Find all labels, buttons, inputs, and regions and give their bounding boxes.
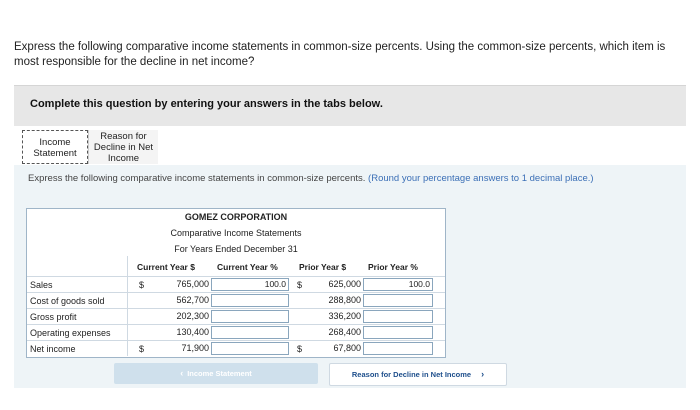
panel-instruction (28, 173, 668, 184)
dollar-sign: $ (297, 280, 303, 290)
column-header: Current Year % (217, 262, 278, 272)
tab-label: Income Statement (33, 137, 77, 159)
prior-year-amount: 336,200 (328, 311, 361, 321)
tab-panel (14, 165, 686, 388)
current-year-amount: 765,000 (176, 279, 209, 289)
table-row (27, 340, 445, 357)
table-row (27, 276, 445, 293)
column-header: Prior Year $ (299, 262, 347, 272)
row-label: Net income (30, 344, 76, 354)
tab-label: Reason for Decline in Net Income (93, 131, 154, 164)
table-row (27, 308, 445, 325)
prev-tab-button[interactable] (114, 363, 318, 384)
prior-year-amount: 67,800 (333, 343, 361, 353)
tab-income-statement[interactable] (22, 130, 88, 164)
next-button-label: Reason for Decline in Net Income (351, 370, 472, 379)
question-text: Express the following comparative income statements in common-size percents. Using the common-size percents, which item is most responsible for the decline in net income? (14, 41, 666, 68)
company-name: GOMEZ CORPORATION (184, 212, 288, 222)
chevron-left-icon: ‹ (180, 368, 184, 378)
row-label: Gross profit (30, 312, 77, 322)
prev-button-label: Income Statement (187, 369, 252, 378)
prior-year-percent-input[interactable] (363, 294, 433, 307)
panel-instruction-text: Express the following comparative income statements in common-size percents. (28, 173, 366, 184)
current-year-amount: 130,400 (176, 327, 209, 337)
current-year-amount: 562,700 (176, 295, 209, 305)
prior-year-percent-input[interactable]: 100.0 (363, 278, 433, 291)
dollar-sign: $ (139, 280, 145, 290)
current-year-percent-input[interactable]: 100.0 (211, 278, 289, 291)
prior-year-amount: 268,400 (328, 327, 361, 337)
row-label: Sales (30, 280, 53, 290)
income-statement-table (26, 208, 446, 358)
current-year-percent-input[interactable] (211, 310, 289, 323)
dollar-sign: $ (297, 344, 303, 354)
prior-year-amount: 625,000 (328, 279, 361, 289)
statement-subtitle: Comparative Income Statements (170, 228, 302, 238)
row-label: Operating expenses (30, 328, 111, 338)
table-header (27, 209, 445, 256)
row-label: Cost of goods sold (30, 296, 105, 306)
dollar-sign: $ (139, 344, 145, 354)
current-year-amount: 202,300 (176, 311, 209, 321)
prior-year-percent-input[interactable] (363, 342, 433, 355)
statement-period: For Years Ended December 31 (174, 244, 298, 254)
prior-year-amount: 288,800 (328, 295, 361, 305)
tab-reason-for-decline[interactable] (88, 130, 158, 164)
table-row (27, 324, 445, 341)
rounding-note: (Round your percentage answers to 1 decimal place.) (368, 173, 594, 184)
chevron-right-icon: › (481, 369, 485, 379)
prior-year-percent-input[interactable] (363, 310, 433, 323)
prior-year-percent-input[interactable] (363, 326, 433, 339)
current-year-percent-input[interactable] (211, 326, 289, 339)
current-year-percent-input[interactable] (211, 294, 289, 307)
instructions-text: Complete this question by entering your answers in the tabs below. (30, 98, 383, 110)
instructions-bar (14, 85, 686, 126)
table-row (27, 292, 445, 309)
column-header: Prior Year % (368, 262, 418, 272)
next-tab-button[interactable] (329, 363, 507, 386)
column-header: Current Year $ (137, 262, 195, 272)
current-year-percent-input[interactable] (211, 342, 289, 355)
current-year-amount: 71,900 (181, 343, 209, 353)
